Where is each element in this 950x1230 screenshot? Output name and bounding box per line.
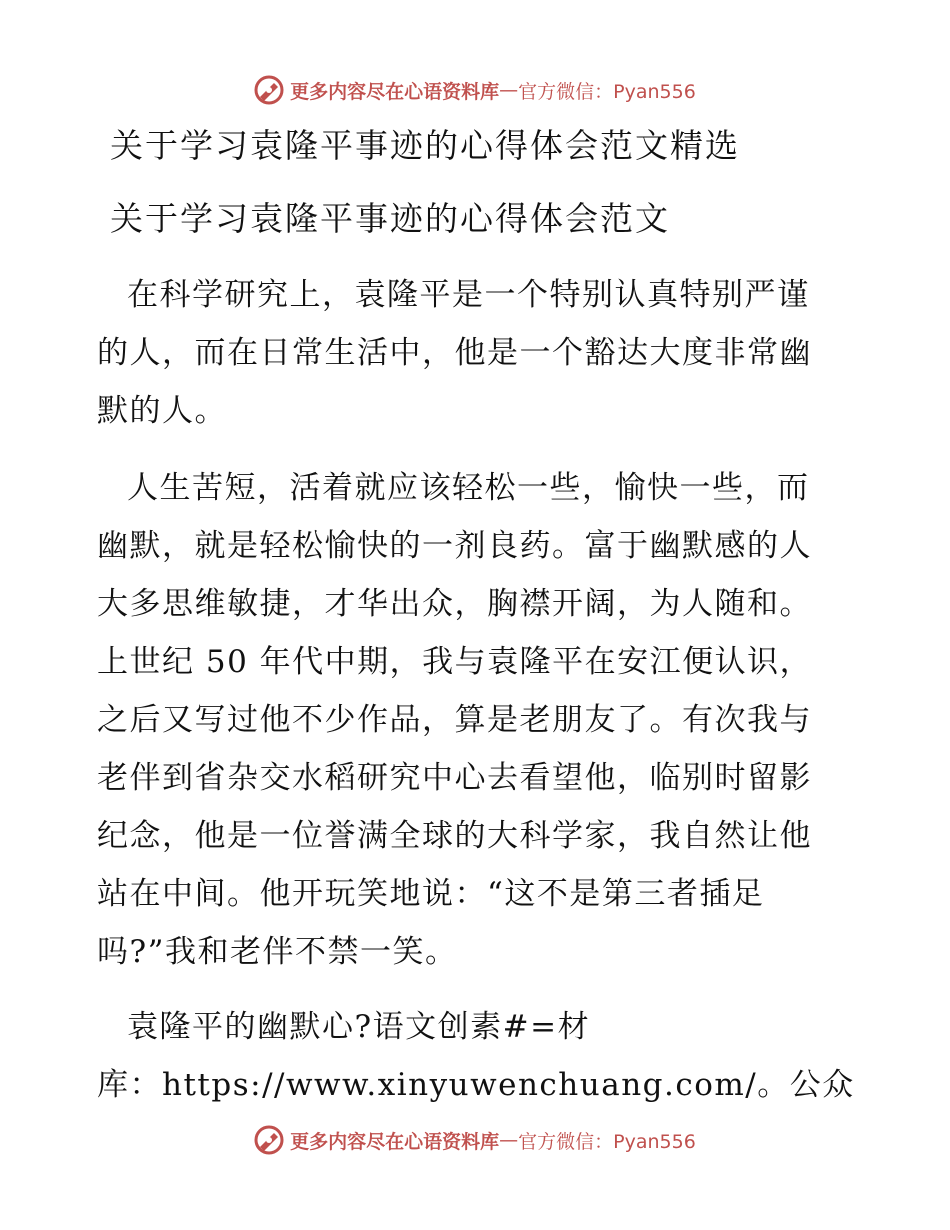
paragraph-1 [97, 266, 857, 440]
paragraph-line: 的人，而在日常生活中，他是一个豁达大度非常幽 [97, 335, 812, 371]
footer-banner [0, 1120, 950, 1160]
paragraph-line: 吗?”我和老伴不禁一笑。 [97, 934, 458, 970]
paragraph-2 [97, 459, 857, 981]
banner-separator: — [499, 1129, 519, 1151]
paragraph-line: 上世纪 50 年代中期，我与袁隆平在安江便认识， [97, 644, 813, 680]
paragraph-line: 站在中间。他开玩笑地说：“这不是第三者插足 [97, 876, 765, 912]
header-banner [0, 70, 950, 110]
paragraph-line: 默的人。 [97, 393, 227, 429]
paragraph-line: 袁隆平的幽默心?语文创素#=材 [127, 1009, 591, 1045]
paragraph-line: 大多思维敏捷，才华出众，胸襟开阔，为人随和。 [97, 586, 812, 622]
paragraph-line: 老伴到省杂交水稻研究中心去看望他，临别时留影 [97, 760, 812, 796]
banner-wechat-text: 官方微信：Pyan556 [518, 80, 696, 103]
banner-separator: — [499, 79, 519, 101]
paragraph-line: 人生苦短，活着就应该轻松一些，愉快一些，而 [127, 470, 810, 506]
pen-logo-icon [254, 75, 284, 105]
pen-logo-icon [254, 1125, 284, 1155]
banner-main-text: 更多内容尽在心语资料库 [290, 80, 500, 103]
paragraph-line: 在科学研究上，袁隆平是一个特别认真特别严谨 [127, 277, 810, 313]
paragraph-line: 纪念，他是一位誉满全球的大科学家，我自然让他 [97, 818, 812, 854]
paragraph-line: 之后又写过他不少作品，算是老朋友了。有次我与 [97, 702, 812, 738]
paragraph-line: 幽默，就是轻松愉快的一剂良药。富于幽默感的人 [97, 528, 812, 564]
banner-wechat-text: 官方微信：Pyan556 [518, 1130, 696, 1153]
document-title: 关于学习袁隆平事迹的心得体会范文精选 [110, 126, 740, 165]
document-subtitle: 关于学习袁隆平事迹的心得体会范文 [110, 199, 670, 238]
paragraph-line: 库：https://www.xinyuwenchuang.com/。公众 [97, 1067, 855, 1103]
paragraph-3 [97, 998, 857, 1114]
banner-main-text: 更多内容尽在心语资料库 [290, 1130, 500, 1153]
